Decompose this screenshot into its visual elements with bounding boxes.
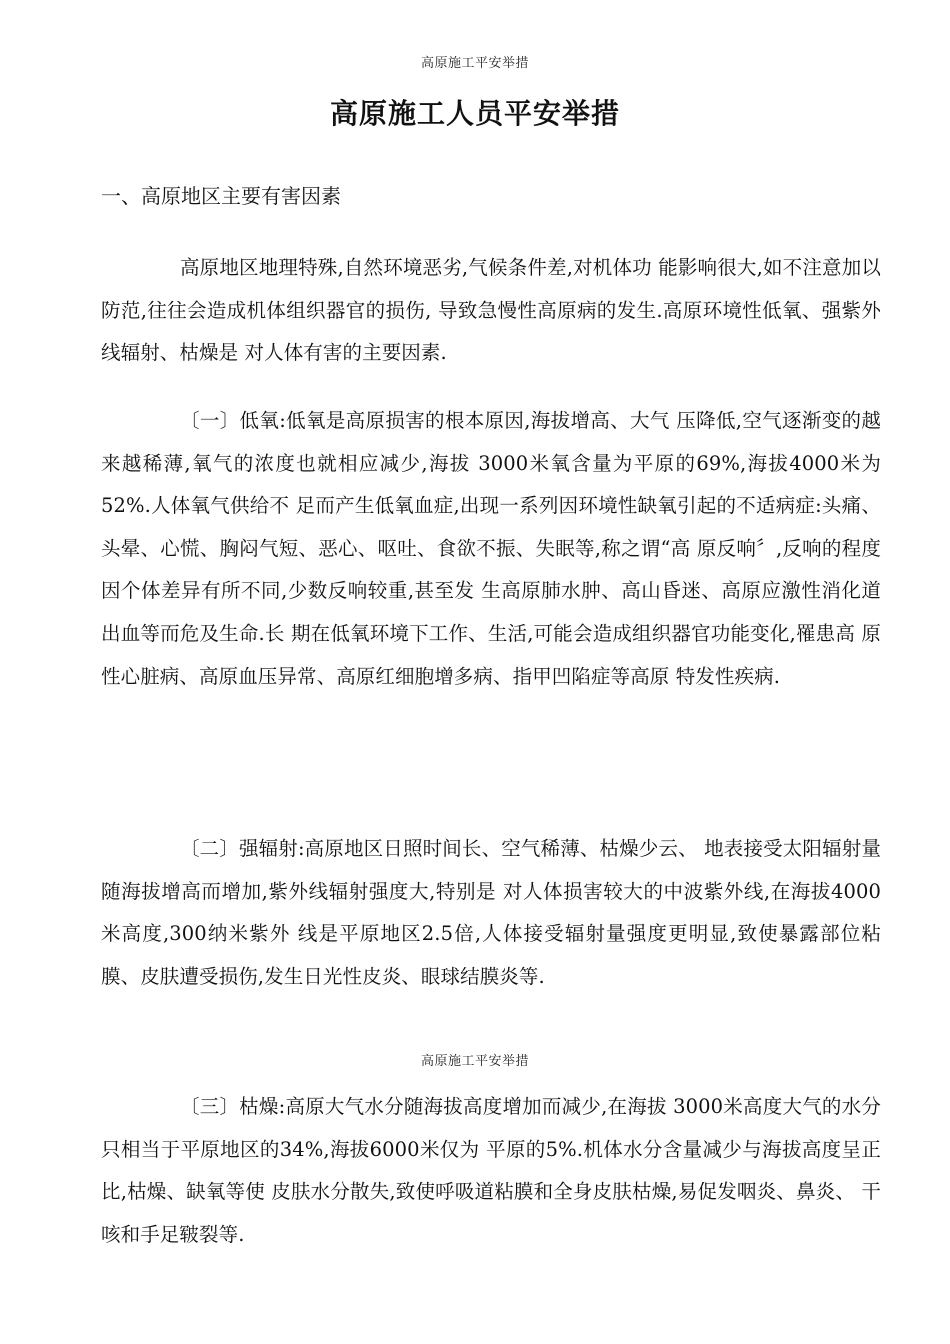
- document-title: 高原施工人员平安举措: [329, 97, 620, 130]
- section-heading: 一、高原地区主要有害因素: [101, 184, 341, 208]
- paragraph-radiation: 〔二〕强辐射:高原地区日照时间长、空气稀薄、枯燥少云、 地表接受太阳辐射量随海拔增高而增加,紫外线辐射强度大,特别是 对人体损害较大的中波紫外线,在海拔4000米高度,300纳米紫外 线是平原地区2.5倍,人体接受辐射量强度更明显,致使暴露部位粘 膜、皮肤遭受损伤,发生日光性皮炎、眼球结膜炎等.: [101, 837, 881, 988]
- running-header: 高原施工平安举措: [420, 56, 529, 71]
- paragraph-dryness: 〔三〕枯燥:高原大气水分随海拔高度增加而减少,在海拔 3000米高度大气的水分只相当于平原地区的34%,海拔6000米仅为 平原的5%.机体水分含量减少与海拔高度呈正比,枯燥、缺氧等使 皮肤水分散失,致使呼吸道粘膜和全身皮肤枯燥,易促发咽炎、鼻炎、 干咳和手足皲裂等.: [101, 1095, 881, 1246]
- running-header-page-2: 高原施工平安举措: [420, 1054, 529, 1069]
- paragraph-intro: 高原地区地理特殊,自然环境恶劣,气候条件差,对机体功 能影响很大,如不注意加以防范,往往会造成机体组织器官的损伤, 导致急慢性高原病的发生.高原环境性低氧、强紫外线辐射、枯燥是 对人体有害的主要因素.: [101, 256, 881, 365]
- paragraph-hypoxia: 〔一〕低氧:低氧是高原损害的根本原因,海拔增高、大气 压降低,空气逐渐变的越来越稀薄,氧气的浓度也就相应减少,海拔 3000米氧含量为平原的69%,海拔4000米为52%.人体氧气供给不 足而产生低氧血症,出现一系列因环境性缺氧引起的不适病症:头痛、 头晕、心慌、胸闷气短、恶心、呕吐、食欲不振、失眠等,称之谓“高 原反响〞,反响的程度因个体差异有所不同,少数反响较重,甚至发 生高原肺水肿、高山昏迷、高原应激性消化道出血等而危及生命.长 期在低氧环境下工作、生活,可能会造成组织器官功能变化,罹患高 原性心脏病、高原血压异常、高原红细胞增多病、指甲凹陷症等高原 特发性疾病.: [101, 409, 881, 688]
